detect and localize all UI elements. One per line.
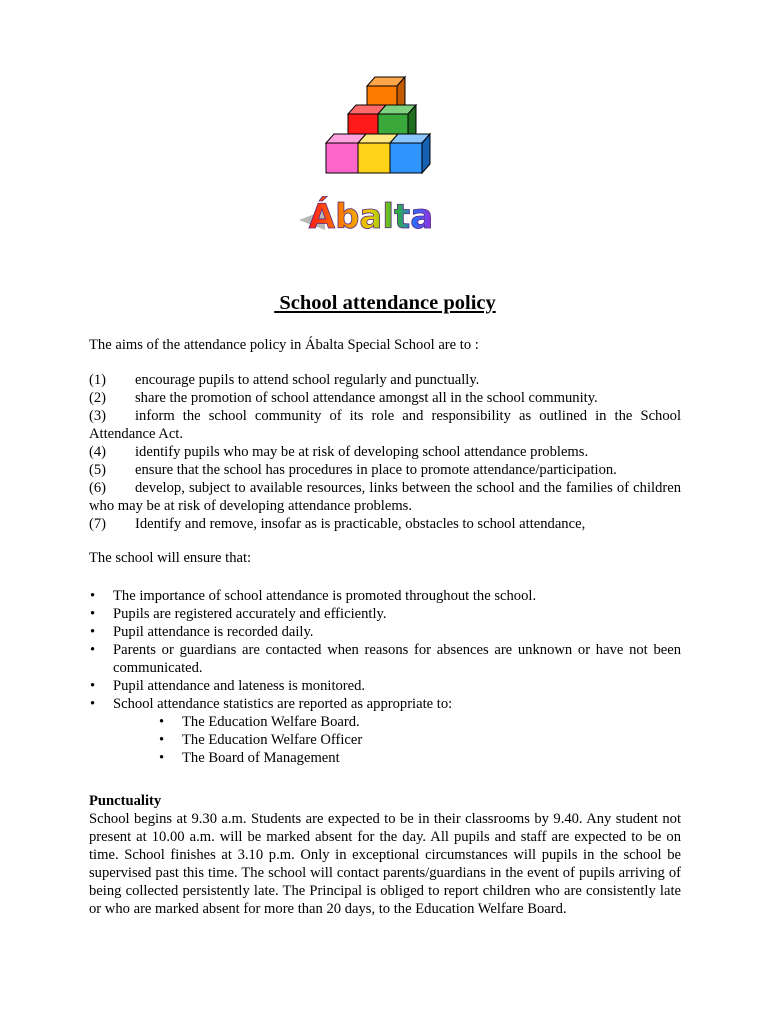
intro-paragraph: The aims of the attendance policy in Ábalta Special School are to :	[89, 337, 479, 353]
aim-text: share the promotion of school attendance amongst all in the school community.	[135, 390, 598, 406]
aim-number: (5)	[89, 462, 107, 478]
punctuality-text: School begins at 9.30 a.m. Students are expected to be in their classrooms by 9.40. Any student not present at 10.00 a.m. will be marked absent for the day. All pupils and staff are expected to be on time. School finishes at 3.10 p.m. Only in exceptional circumstances will pupils in the school be supervised past this time. The school will contact parents/guardians in the event of pupils arriving of being collected persistently late. The Principal is obliged to report children who are consistently late or who are marked absent for more than 20 days, to the Education Welfare Board.	[89, 811, 681, 917]
ensure-intro: The school will ensure that:	[89, 550, 252, 566]
blue-block	[390, 134, 430, 173]
ensure-list-item	[89, 623, 681, 641]
aim-text: develop, subject to available resources, links between the school and the families of children who may be at risk of developing attendance problems.	[89, 480, 681, 514]
aim-number: (6)	[89, 480, 107, 496]
abalta-wordmark-logo	[295, 190, 445, 240]
ensure-item-text: School attendance statistics are reported as appropriate to:	[113, 696, 453, 712]
ensure-list-item	[89, 605, 681, 623]
aim-text: ensure that the school has procedures in place to promote attendance/participation.	[135, 462, 617, 478]
ensure-item-text: Pupils are registered accurately and efficiently.	[113, 606, 387, 622]
ensure-list-item	[89, 641, 681, 677]
aim-number: (2)	[89, 390, 107, 406]
aim-item	[89, 407, 681, 443]
aim-item	[89, 371, 681, 389]
aim-text: inform the school community of its role and responsibility as outlined in the School Attendance Act.	[89, 408, 681, 442]
aim-number: (3)	[89, 408, 107, 424]
aim-number: (7)	[89, 516, 107, 532]
aim-text: identify pupils who may be at risk of developing school attendance problems.	[135, 444, 589, 460]
aims-list	[89, 371, 681, 533]
ensure-item-text: The importance of school attendance is promoted throughout the school.	[113, 588, 537, 604]
aim-item	[89, 461, 681, 479]
punctuality-section	[89, 792, 681, 918]
ensure-item-text: Pupil attendance is recorded daily.	[113, 624, 314, 640]
report-to-item: • The Education Welfare Board.	[159, 713, 681, 731]
aim-item	[89, 443, 681, 461]
aim-number: (1)	[89, 372, 107, 388]
ensure-list	[89, 587, 681, 767]
report-to-item: • The Board of Management	[159, 749, 681, 767]
report-to-item: • The Education Welfare Officer	[159, 731, 681, 749]
ensure-list-item	[89, 587, 681, 605]
punctuality-heading: Punctuality	[89, 793, 162, 809]
ensure-item-text: Parents or guardians are contacted when reasons for absences are unknown or have not been communicated.	[113, 642, 681, 676]
page-title: School attendance policy	[274, 292, 496, 314]
aim-number: (4)	[89, 444, 107, 460]
aim-text: encourage pupils to attend school regularly and punctually.	[135, 372, 480, 388]
aim-item	[89, 389, 681, 407]
ensure-list-item	[89, 677, 681, 695]
aim-item	[89, 515, 681, 533]
ensure-list-item	[89, 695, 681, 767]
wordmark-text: Ábalta	[308, 197, 434, 237]
report-to-list	[113, 713, 681, 767]
aim-item	[89, 479, 681, 515]
ensure-item-text: Pupil attendance and lateness is monitored.	[113, 678, 366, 694]
aim-text: Identify and remove, insofar as is practicable, obstacles to school attendance,	[135, 516, 586, 532]
